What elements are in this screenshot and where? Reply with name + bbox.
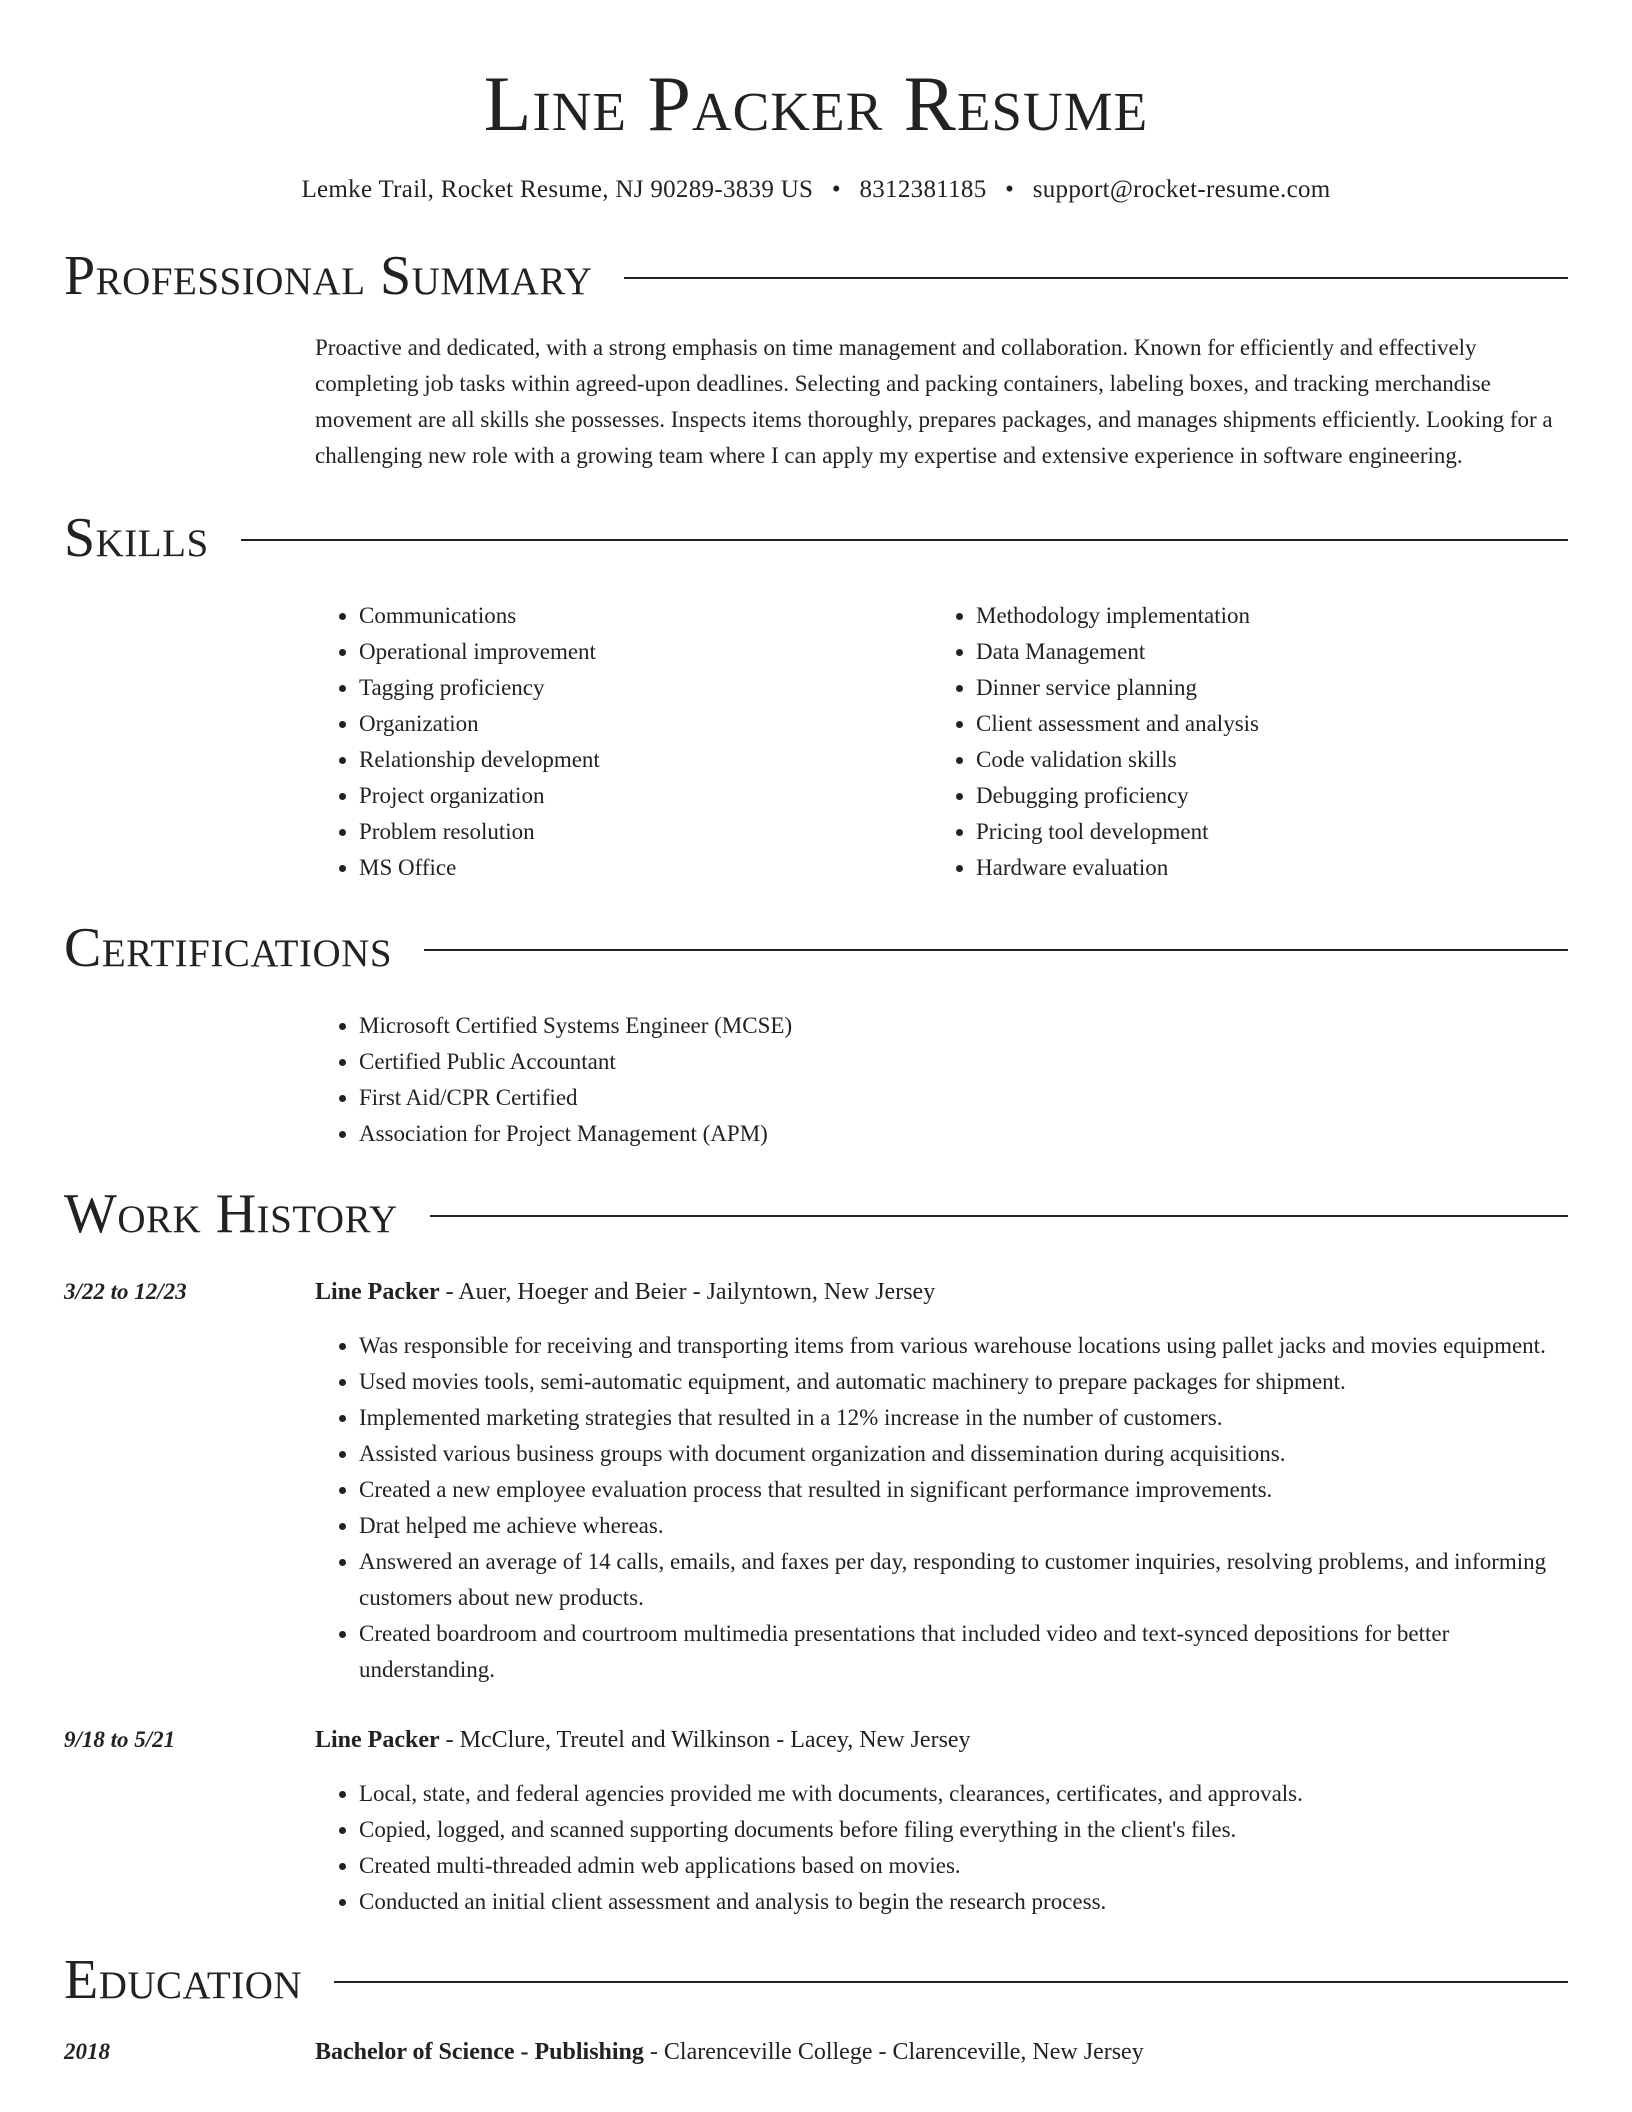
list-item: • Created multi-threaded admin web applications based on movies. bbox=[359, 1848, 1568, 1884]
section-title: Certifications bbox=[64, 917, 393, 979]
list-item: • Data Management bbox=[976, 634, 1549, 670]
job-bullets bbox=[315, 1328, 1568, 1688]
list-item: • First Aid/CPR Certified bbox=[359, 1080, 1568, 1116]
list-item: • Was responsible for receiving and transporting items from various warehouse locations using pallet jacks and movies equipment. bbox=[359, 1328, 1568, 1364]
list-item: • Conducted an initial client assessment and analysis to begin the research process. bbox=[359, 1884, 1568, 1920]
skills-right-column bbox=[932, 598, 1549, 886]
education-year: 2018 bbox=[64, 2039, 110, 2064]
summary-text: Proactive and dedicated, with a strong emphasis on time management and collaboration. Known for efficiently and effectively completing job tasks within agreed-upon deadlines. Selecting and packing containers, labeling boxes, and tracking merchandise movement are all skills she possesses. Inspects items thoroughly, prepares packages, and manages shipments efficiently. Looking for a challenging new role with a growing team where I can apply my expertise and extensive experience in software engineering. bbox=[315, 335, 1553, 468]
list-item: • Answered an average of 14 calls, emails, and faxes per day, responding to customer inquiries, resolving problems, and informing customers about new products. bbox=[359, 1544, 1568, 1616]
address: Lemke Trail, Rocket Resume, NJ 90289-3839 US bbox=[301, 176, 814, 203]
resume-title: Line Packer Resume bbox=[483, 60, 1149, 147]
education-entry bbox=[64, 2034, 1568, 2070]
separator: • bbox=[831, 176, 841, 203]
section-divider bbox=[424, 949, 1568, 951]
list-item: • Microsoft Certified Systems Engineer (MCSE) bbox=[359, 1008, 1568, 1044]
section-title: Work History bbox=[64, 1183, 398, 1245]
job-employer: - McClure, Treutel and Wilkinson - Lacey, New Jersey bbox=[439, 1727, 971, 1753]
list-item: • Created a new employee evaluation process that resulted in significant performance improvements. bbox=[359, 1472, 1568, 1508]
list-item: • Local, state, and federal agencies provided me with documents, clearances, certificates, and approvals. bbox=[359, 1776, 1568, 1812]
skills-left-column bbox=[315, 598, 932, 886]
job-dates: 3/22 to 12/23 bbox=[64, 1279, 187, 1304]
job-title-line bbox=[315, 1722, 1568, 1758]
resume-page bbox=[64, 0, 1568, 2070]
contact-line bbox=[64, 172, 1568, 208]
school: - Clarenceville College - Clarenceville, New Jersey bbox=[643, 2039, 1144, 2065]
work-history-section-header bbox=[64, 1180, 1568, 1248]
section-title: Education bbox=[64, 1949, 303, 2011]
list-item: • Operational improvement bbox=[359, 634, 932, 670]
education-section-header bbox=[64, 1946, 1568, 2014]
list-item: • Client assessment and analysis bbox=[976, 706, 1549, 742]
list-item: • Association for Project Management (APM) bbox=[359, 1116, 1568, 1152]
list-item: • Problem resolution bbox=[359, 814, 932, 850]
section-title: Skills bbox=[64, 507, 209, 569]
list-item: • MS Office bbox=[359, 850, 932, 886]
list-item: • Relationship development bbox=[359, 742, 932, 778]
list-item: • Organization bbox=[359, 706, 932, 742]
list-item: • Pricing tool development bbox=[976, 814, 1549, 850]
job-title-line bbox=[315, 1274, 1568, 1310]
job-dates: 9/18 to 5/21 bbox=[64, 1727, 176, 1752]
section-divider bbox=[430, 1215, 1568, 1217]
list-item: • Code validation skills bbox=[976, 742, 1549, 778]
email: support@rocket-resume.com bbox=[1032, 176, 1331, 203]
list-item: • Drat helped me achieve whereas. bbox=[359, 1508, 1568, 1544]
job-bullets bbox=[315, 1776, 1568, 1920]
job-entry bbox=[64, 1722, 1568, 1920]
certifications-list bbox=[315, 1008, 1568, 1152]
job-employer: - Auer, Hoeger and Beier - Jailyntown, New Jersey bbox=[439, 1279, 936, 1305]
job-title: Line Packer bbox=[315, 1727, 440, 1753]
list-item: • Certified Public Accountant bbox=[359, 1044, 1568, 1080]
list-item: • Project organization bbox=[359, 778, 932, 814]
summary-section-header bbox=[64, 242, 1568, 310]
list-item: • Used movies tools, semi-automatic equipment, and automatic machinery to prepare packages for shipment. bbox=[359, 1364, 1568, 1400]
section-divider bbox=[241, 539, 1568, 541]
list-item: • Assisted various business groups with document organization and dissemination during acquisitions. bbox=[359, 1436, 1568, 1472]
education-details bbox=[315, 2034, 1144, 2070]
list-item: • Methodology implementation bbox=[976, 598, 1549, 634]
degree: Bachelor of Science - Publishing bbox=[315, 2039, 644, 2065]
list-item: • Tagging proficiency bbox=[359, 670, 932, 706]
list-item: • Implemented marketing strategies that resulted in a 12% increase in the number of customers. bbox=[359, 1400, 1568, 1436]
section-divider bbox=[334, 1981, 1568, 1983]
skills-list bbox=[315, 598, 1568, 886]
skills-section-header bbox=[64, 504, 1568, 572]
separator: • bbox=[1005, 176, 1015, 203]
list-item: • Copied, logged, and scanned supporting documents before filing everything in the client's files. bbox=[359, 1812, 1568, 1848]
job-entry bbox=[64, 1274, 1568, 1688]
list-item: • Dinner service planning bbox=[976, 670, 1549, 706]
list-item: • Created boardroom and courtroom multimedia presentations that included video and text-synced depositions for better understanding. bbox=[359, 1616, 1568, 1688]
section-title: Professional Summary bbox=[64, 245, 593, 307]
certifications-section-header bbox=[64, 914, 1568, 982]
list-item: • Communications bbox=[359, 598, 932, 634]
list-item: • Hardware evaluation bbox=[976, 850, 1549, 886]
list-item: • Debugging proficiency bbox=[976, 778, 1549, 814]
job-title: Line Packer bbox=[315, 1279, 440, 1305]
phone: 8312381185 bbox=[859, 176, 987, 203]
section-divider bbox=[624, 277, 1568, 279]
